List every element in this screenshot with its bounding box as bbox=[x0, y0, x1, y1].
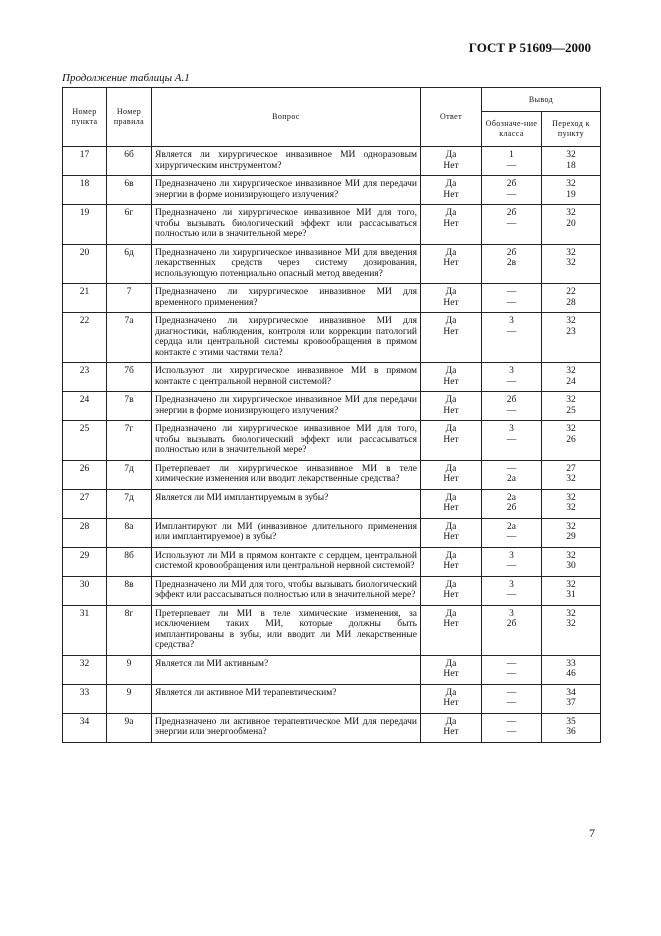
goto-value: 32 bbox=[566, 579, 576, 590]
class-cell bbox=[482, 713, 542, 742]
rule-number-cell: 8а bbox=[107, 518, 152, 547]
answer-value: Нет bbox=[443, 590, 459, 600]
question-cell: Предназначено ли хирургическое инвазивное МИ для введения лекарственных средств через систему дозирования, использующую потенциально опасный метод введения? bbox=[152, 244, 421, 284]
answer-value: Да bbox=[445, 658, 457, 669]
class-value: 3 bbox=[509, 424, 514, 434]
class-cell bbox=[482, 655, 542, 684]
rule-number-cell: 8в bbox=[107, 576, 152, 605]
class-value: 3 bbox=[509, 550, 514, 561]
goto-cell bbox=[542, 244, 601, 284]
answer-value: Нет bbox=[443, 258, 459, 268]
answer-value: Да bbox=[445, 208, 457, 218]
class-cell bbox=[482, 392, 542, 421]
goto-value: 32 bbox=[566, 150, 576, 160]
class-value: — bbox=[506, 189, 517, 200]
rule-number-cell: 7 bbox=[107, 284, 152, 313]
item-number-cell: 25 bbox=[63, 421, 107, 461]
question-cell: Предназначено ли МИ для того, чтобы вызывать биологический эффект или рассасываться полностью или в значительной мере? bbox=[152, 576, 421, 605]
goto-value: 32 bbox=[566, 395, 576, 405]
class-value: — bbox=[506, 326, 517, 337]
answer-cell bbox=[421, 147, 482, 176]
question-cell: Является ли МИ активным? bbox=[152, 655, 421, 684]
class-value: 2б bbox=[506, 247, 517, 258]
question-cell: Предназначено ли хирургическое инвазивное МИ для того, чтобы вызывать биологический эффект или рассасываться полностью или в значительной мере? bbox=[152, 421, 421, 461]
answer-cell bbox=[421, 176, 482, 205]
class-value: — bbox=[506, 463, 517, 474]
goto-value: 35 bbox=[566, 716, 576, 727]
rule-number-cell: 6в bbox=[107, 176, 152, 205]
table-row bbox=[63, 460, 601, 489]
item-number-cell: 17 bbox=[63, 147, 107, 176]
table-row bbox=[63, 576, 601, 605]
class-cell bbox=[482, 547, 542, 576]
class-value: — bbox=[506, 687, 517, 698]
header-question: Вопрос bbox=[152, 88, 421, 147]
class-cell bbox=[482, 313, 542, 363]
goto-value: 19 bbox=[566, 189, 576, 200]
answer-value: Да bbox=[445, 579, 457, 590]
table-row bbox=[63, 684, 601, 713]
answer-value: Нет bbox=[443, 218, 459, 229]
class-cell bbox=[482, 684, 542, 713]
rule-number-cell: 7а bbox=[107, 313, 152, 363]
class-value: 3 bbox=[509, 579, 514, 590]
goto-value: 27 bbox=[566, 463, 576, 474]
goto-value: 29 bbox=[566, 532, 576, 542]
table-row bbox=[63, 244, 601, 284]
goto-cell bbox=[542, 547, 601, 576]
table-caption: Продолжение таблицы А.1 bbox=[62, 72, 190, 84]
answer-value: Нет bbox=[443, 474, 459, 484]
answer-value: Нет bbox=[443, 297, 459, 308]
class-value: — bbox=[506, 160, 517, 171]
goto-cell bbox=[542, 518, 601, 547]
answer-cell bbox=[421, 460, 482, 489]
rule-number-cell: 9 bbox=[107, 655, 152, 684]
table-row bbox=[63, 176, 601, 205]
question-cell: Используют ли МИ в прямом контакте с сердцем, центральной системой кровообращения или центральной нервной системой? bbox=[152, 547, 421, 576]
goto-cell bbox=[542, 363, 601, 392]
class-cell bbox=[482, 205, 542, 245]
goto-value: 32 bbox=[566, 316, 576, 326]
table-body bbox=[63, 147, 601, 743]
class-value: 2а bbox=[507, 521, 516, 532]
answer-value: Нет bbox=[443, 326, 459, 337]
class-value: — bbox=[506, 698, 517, 708]
question-cell: Претерпевает ли МИ в теле химические изменения, за исключением таких МИ, которые должны быть имплантированы в зубы, или вводит ли МИ лекарственные средства? bbox=[152, 605, 421, 655]
class-cell bbox=[482, 176, 542, 205]
class-cell bbox=[482, 244, 542, 284]
answer-value: Да bbox=[445, 424, 457, 434]
item-number-cell: 27 bbox=[63, 489, 107, 518]
class-cell bbox=[482, 284, 542, 313]
question-cell: Используют ли хирургическое инвазивное МИ в прямом контакте с центральной нервной системой? bbox=[152, 363, 421, 392]
table-row bbox=[63, 655, 601, 684]
goto-value: 32 bbox=[566, 503, 576, 513]
goto-value: 32 bbox=[566, 619, 576, 629]
question-cell: Претерпевает ли хирургическое инвазивное МИ в теле химические изменения или вводит лекарственные средства? bbox=[152, 460, 421, 489]
goto-value: 22 bbox=[566, 287, 576, 297]
answer-value: Да bbox=[445, 550, 457, 561]
answer-value: Нет bbox=[443, 405, 459, 416]
answer-cell bbox=[421, 284, 482, 313]
answer-value: Нет bbox=[443, 434, 459, 445]
goto-value: 34 bbox=[566, 687, 576, 698]
answer-value: Нет bbox=[443, 561, 459, 571]
answer-value: Да bbox=[445, 366, 457, 376]
goto-value: 37 bbox=[566, 698, 576, 708]
rule-number-cell: 6б bbox=[107, 147, 152, 176]
goto-value: 31 bbox=[566, 590, 576, 600]
item-number-cell: 24 bbox=[63, 392, 107, 421]
class-value: — bbox=[506, 532, 517, 542]
question-cell: Предназначено ли хирургическое инвазивное МИ для того, чтобы вызывать биологический эффект или рассасываться полностью или в значительной мере? bbox=[152, 205, 421, 245]
rule-number-cell: 7в bbox=[107, 392, 152, 421]
page-number: 7 bbox=[589, 826, 595, 840]
class-cell bbox=[482, 147, 542, 176]
table-row bbox=[63, 518, 601, 547]
class-value: — bbox=[506, 561, 517, 571]
class-value: — bbox=[506, 727, 517, 737]
class-value: 3 bbox=[509, 608, 514, 619]
class-value: — bbox=[506, 376, 517, 387]
answer-value: Да bbox=[445, 287, 457, 297]
answer-value: Нет bbox=[443, 376, 459, 387]
class-cell bbox=[482, 576, 542, 605]
rule-number-cell: 6г bbox=[107, 205, 152, 245]
goto-value: 46 bbox=[566, 669, 576, 679]
class-value: 3 bbox=[509, 366, 514, 376]
goto-cell bbox=[542, 489, 601, 518]
goto-value: 26 bbox=[566, 434, 576, 445]
answer-value: Да bbox=[445, 179, 457, 189]
goto-cell bbox=[542, 205, 601, 245]
question-cell: Является ли активное МИ терапевтическим? bbox=[152, 684, 421, 713]
item-number-cell: 20 bbox=[63, 244, 107, 284]
answer-cell bbox=[421, 421, 482, 461]
answer-value: Да bbox=[445, 608, 457, 619]
goto-value: 32 bbox=[566, 474, 576, 484]
answer-cell bbox=[421, 684, 482, 713]
goto-value: 32 bbox=[566, 492, 576, 503]
table-row bbox=[63, 147, 601, 176]
table-row bbox=[63, 421, 601, 461]
answer-cell bbox=[421, 518, 482, 547]
item-number-cell: 31 bbox=[63, 605, 107, 655]
goto-cell bbox=[542, 176, 601, 205]
rule-number-cell: 7д bbox=[107, 460, 152, 489]
answer-value: Нет bbox=[443, 669, 459, 679]
header-output: Вывод bbox=[482, 88, 601, 112]
goto-value: 33 bbox=[566, 658, 576, 669]
goto-value: 32 bbox=[566, 247, 576, 258]
item-number-cell: 32 bbox=[63, 655, 107, 684]
goto-value: 32 bbox=[566, 521, 576, 532]
item-number-cell: 23 bbox=[63, 363, 107, 392]
class-value: — bbox=[506, 405, 517, 416]
answer-value: Да bbox=[445, 521, 457, 532]
item-number-cell: 19 bbox=[63, 205, 107, 245]
header-class: Обозначе-ние класса bbox=[482, 112, 542, 147]
goto-cell bbox=[542, 147, 601, 176]
table-row bbox=[63, 547, 601, 576]
table-row bbox=[63, 313, 601, 363]
goto-value: 30 bbox=[566, 561, 576, 571]
answer-cell bbox=[421, 547, 482, 576]
answer-value: Нет bbox=[443, 727, 459, 737]
answer-cell bbox=[421, 392, 482, 421]
class-value: — bbox=[506, 297, 517, 308]
header-answer: Ответ bbox=[421, 88, 482, 147]
answer-value: Да bbox=[445, 247, 457, 258]
goto-value: 20 bbox=[566, 218, 576, 229]
class-value: — bbox=[506, 658, 517, 669]
goto-cell bbox=[542, 313, 601, 363]
answer-cell bbox=[421, 576, 482, 605]
item-number-cell: 29 bbox=[63, 547, 107, 576]
goto-value: 24 bbox=[566, 376, 576, 387]
goto-value: 32 bbox=[566, 208, 576, 218]
answer-value: Да bbox=[445, 150, 457, 160]
goto-value: 28 bbox=[566, 297, 576, 308]
item-number-cell: 30 bbox=[63, 576, 107, 605]
table-row bbox=[63, 205, 601, 245]
table-row bbox=[63, 489, 601, 518]
question-cell: Предназначено ли хирургическое инвазивное МИ для передачи энергии в форме ионизирующего излучения? bbox=[152, 176, 421, 205]
class-cell bbox=[482, 363, 542, 392]
goto-cell bbox=[542, 284, 601, 313]
class-value: — bbox=[506, 716, 517, 727]
class-cell bbox=[482, 460, 542, 489]
goto-value: 18 bbox=[566, 160, 576, 171]
class-value: — bbox=[506, 434, 517, 445]
question-cell: Предназначено ли хирургическое инвазивное МИ для передачи энергии в форме ионизирующего излучения? bbox=[152, 392, 421, 421]
rule-number-cell: 7б bbox=[107, 363, 152, 392]
goto-value: 32 bbox=[566, 258, 576, 268]
class-cell bbox=[482, 518, 542, 547]
class-value: — bbox=[506, 590, 517, 600]
goto-cell bbox=[542, 655, 601, 684]
goto-cell bbox=[542, 392, 601, 421]
answer-value: Нет bbox=[443, 698, 459, 708]
answer-value: Да bbox=[445, 492, 457, 503]
goto-cell bbox=[542, 605, 601, 655]
rule-number-cell: 9 bbox=[107, 684, 152, 713]
answer-cell bbox=[421, 313, 482, 363]
question-cell: Является ли хирургическое инвазивное МИ одноразовым хирургическим инструментом? bbox=[152, 147, 421, 176]
class-value: 3 bbox=[509, 316, 514, 326]
question-cell: Имплантируют ли МИ (инвазивное длительного применения или имплантируемое) в зубы? bbox=[152, 518, 421, 547]
item-number-cell: 22 bbox=[63, 313, 107, 363]
item-number-cell: 33 bbox=[63, 684, 107, 713]
class-cell bbox=[482, 489, 542, 518]
class-value: 2б bbox=[506, 619, 517, 629]
goto-value: 32 bbox=[566, 550, 576, 561]
class-cell bbox=[482, 421, 542, 461]
class-value: 2б bbox=[506, 208, 517, 218]
answer-value: Да bbox=[445, 463, 457, 474]
goto-cell bbox=[542, 576, 601, 605]
answer-cell bbox=[421, 713, 482, 742]
rule-number-cell: 9а bbox=[107, 713, 152, 742]
goto-value: 23 bbox=[566, 326, 576, 337]
goto-value: 32 bbox=[566, 424, 576, 434]
goto-value: 32 bbox=[566, 179, 576, 189]
rule-number-cell: 8г bbox=[107, 605, 152, 655]
header-goto: Переход к пункту bbox=[542, 112, 601, 147]
question-cell: Является ли МИ имплантируемым в зубы? bbox=[152, 489, 421, 518]
class-value: — bbox=[506, 218, 517, 229]
goto-cell bbox=[542, 684, 601, 713]
answer-cell bbox=[421, 489, 482, 518]
rule-number-cell: 7г bbox=[107, 421, 152, 461]
class-value: 2б bbox=[506, 503, 517, 513]
answer-value: Да bbox=[445, 716, 457, 727]
answer-value: Да bbox=[445, 316, 457, 326]
document-code: ГОСТ Р 51609—2000 bbox=[468, 40, 591, 55]
answer-value: Да bbox=[445, 395, 457, 405]
answer-value: Нет bbox=[443, 619, 459, 629]
answer-cell bbox=[421, 205, 482, 245]
table-row bbox=[63, 605, 601, 655]
item-number-cell: 18 bbox=[63, 176, 107, 205]
answer-cell bbox=[421, 244, 482, 284]
class-value: 2а bbox=[507, 474, 516, 484]
table-row bbox=[63, 363, 601, 392]
goto-value: 36 bbox=[566, 727, 576, 737]
question-cell: Предназначено ли активное терапевтическое МИ для передачи энергии или энергообмена? bbox=[152, 713, 421, 742]
question-cell: Предназначено ли хирургическое инвазивное МИ для диагностики, наблюдения, контроля или коррекции патологий сердца или центральной системы кровообращения в прямом контакте с этими частями тела? bbox=[152, 313, 421, 363]
item-number-cell: 28 bbox=[63, 518, 107, 547]
rule-number-cell: 6д bbox=[107, 244, 152, 284]
class-value: 2б bbox=[506, 395, 517, 405]
goto-cell bbox=[542, 460, 601, 489]
item-number-cell: 21 bbox=[63, 284, 107, 313]
answer-value: Нет bbox=[443, 503, 459, 513]
answer-cell bbox=[421, 605, 482, 655]
class-value: — bbox=[506, 669, 517, 679]
goto-cell bbox=[542, 421, 601, 461]
header-item-no: Номер пункта bbox=[63, 88, 107, 147]
rule-number-cell: 7д bbox=[107, 489, 152, 518]
table-row bbox=[63, 392, 601, 421]
goto-value: 32 bbox=[566, 366, 576, 376]
class-value: 2а bbox=[507, 492, 516, 503]
class-value: 2б bbox=[506, 179, 517, 189]
class-cell bbox=[482, 605, 542, 655]
goto-cell bbox=[542, 713, 601, 742]
table-row bbox=[63, 713, 601, 742]
header-rule-no: Номер правила bbox=[107, 88, 152, 147]
answer-value: Да bbox=[445, 687, 457, 698]
answer-value: Нет bbox=[443, 189, 459, 200]
answer-cell bbox=[421, 655, 482, 684]
classification-table bbox=[62, 87, 601, 743]
class-value: 1 bbox=[509, 150, 514, 160]
rule-number-cell: 8б bbox=[107, 547, 152, 576]
goto-value: 25 bbox=[566, 405, 576, 416]
answer-value: Нет bbox=[443, 532, 459, 542]
item-number-cell: 34 bbox=[63, 713, 107, 742]
goto-value: 32 bbox=[566, 608, 576, 619]
answer-cell bbox=[421, 363, 482, 392]
class-value: 2в bbox=[506, 258, 517, 268]
answer-value: Нет bbox=[443, 160, 459, 171]
question-cell: Предназначено ли хирургическое инвазивное МИ для временного применения? bbox=[152, 284, 421, 313]
class-value: — bbox=[506, 287, 517, 297]
table-row bbox=[63, 284, 601, 313]
item-number-cell: 26 bbox=[63, 460, 107, 489]
